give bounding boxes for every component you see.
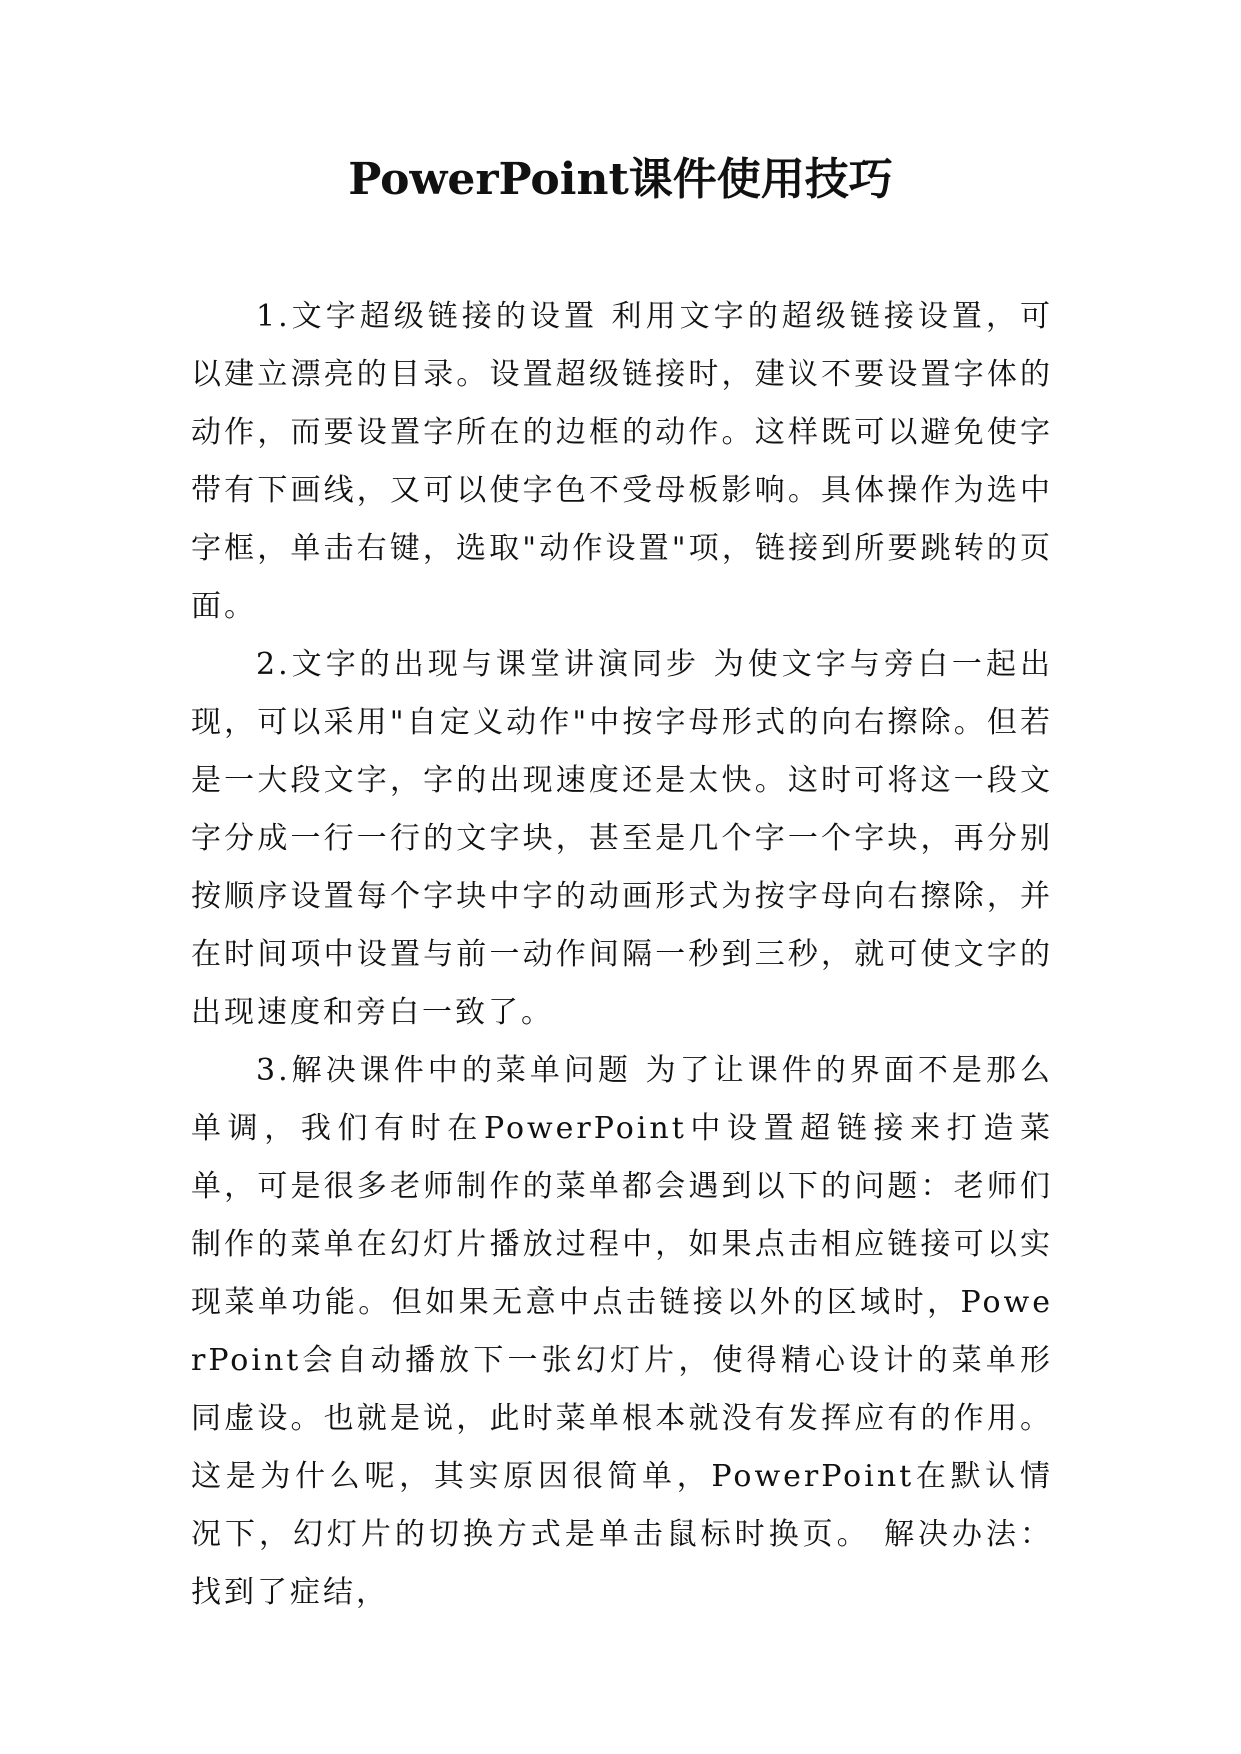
page-title: PowerPoint课件使用技巧 (348, 154, 893, 205)
paragraph-2: 2.文字的出现与课堂讲演同步 为使文字与旁白一起出现，可以采用"自定义动作"中按字母形式的向右擦除。但若是一大段文字，字的出现速度还是太快。这时可将这一段文字分成一行一行的文字块，甚至是几个字一个字块，再分别按顺序设置每个字块中字的动画形式为按字母向右擦除，并在时间项中设置与前一动作间隔一秒到三秒，就可使文字的出现速度和旁白一致了。 (191, 647, 1053, 1030)
document-body (191, 288, 1053, 1622)
paragraph-3: 3.解决课件中的菜单问题 为了让课件的界面不是那么单调，我们有时在PowerPoint中设置超链接来打造菜单，可是很多老师制作的菜单都会遇到以下的问题：老师们制作的菜单在幻灯片播放过程中，如果点击相应链接可以实现菜单功能。但如果无意中点击链接以外的区域时，PowerPoint会自动播放下一张幻灯片，使得精心设计的菜单形同虚设。也就是说，此时菜单根本就没有发挥应有的作用。这是为什么呢，其实原因很简单，PowerPoint在默认情况下，幻灯片的切换方式是单击鼠标时换页。 解决办法：找到了症结， (191, 1053, 1053, 1610)
paragraph-1: 1.文字超级链接的设置 利用文字的超级链接设置，可以建立漂亮的目录。设置超级链接时，建议不要设置字体的动作，而要设置字所在的边框的动作。这样既可以避免使字带有下画线，又可以使字色不受母板影响。具体操作为选中字框，单击右键，选取"动作设置"项，链接到所要跳转的页面。 (191, 299, 1053, 624)
